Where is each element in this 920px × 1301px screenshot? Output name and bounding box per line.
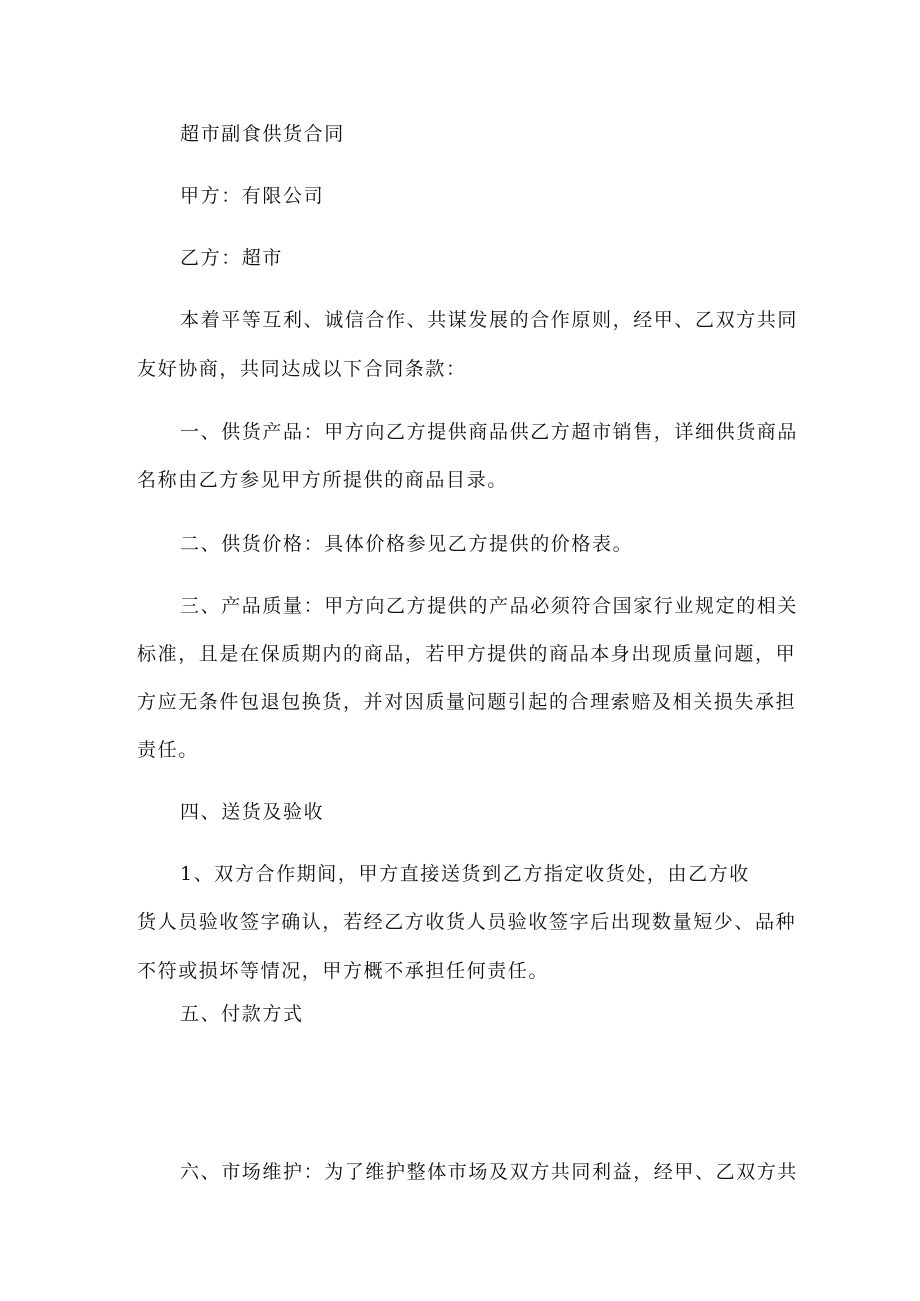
clause-4-item-1-line-3: 不符或损坏等情况，甲方概不承担任何责任。 <box>137 960 550 982</box>
document-title: 超市副食供货合同 <box>180 123 345 145</box>
clause-4-item-1-line-2: 货人员验收签字确认，若经乙方收货人员验收签字后出现数量短少、品种 <box>137 911 797 933</box>
intro-line-2: 友好协商，共同达成以下合同条款： <box>137 358 467 380</box>
clause-5-heading: 五、付款方式 <box>180 1003 304 1025</box>
intro-line-1: 本着平等互利、诚信合作、共谋发展的合作原则，经甲、乙双方共同 <box>180 309 799 331</box>
clause-3-line-2: 标准，且是在保质期内的商品，若甲方提供的商品本身出现质量问题，甲 <box>137 643 797 665</box>
clause-1-line-2: 名称由乙方参见甲方所提供的商品目录。 <box>137 469 508 491</box>
clause-4-heading: 四、送货及验收 <box>180 801 325 823</box>
clause-3-line-4: 责任。 <box>137 739 199 761</box>
party-a-line: 甲方：有限公司 <box>180 185 325 207</box>
clause-1-line-1: 一、供货产品：甲方向乙方提供商品供乙方超市销售，详细供货商品 <box>180 421 799 443</box>
clause-2-line-1: 二、供货价格：具体价格参见乙方提供的价格表。 <box>180 533 634 555</box>
clause-4-item-1-line-1: 1、双方合作期间，甲方直接送货到乙方指定收货处，由乙方收 <box>180 863 750 885</box>
clause-3-line-3: 方应无条件包退包换货，并对因质量问题引起的合理索赔及相关损失承担 <box>137 691 797 713</box>
clause-6-line-1: 六、市场维护：为了维护整体市场及双方共同利益，经甲、乙双方共 <box>180 1161 799 1183</box>
clause-3-line-1: 三、产品质量：甲方向乙方提供的产品必须符合国家行业规定的相关 <box>180 595 799 617</box>
party-b-line: 乙方：超市 <box>180 247 284 269</box>
